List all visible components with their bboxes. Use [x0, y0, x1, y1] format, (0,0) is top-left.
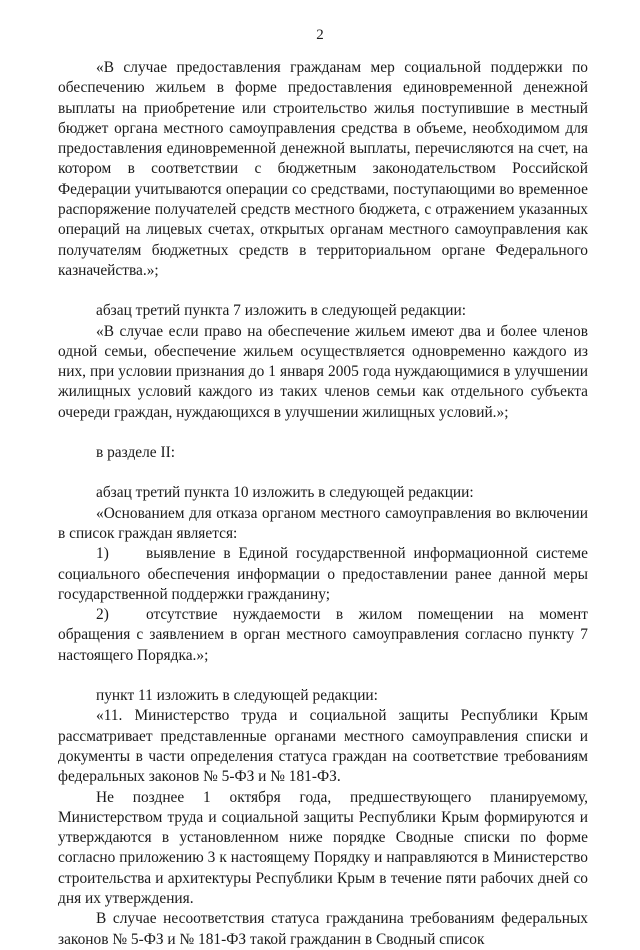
page-number: 2 — [316, 27, 324, 43]
paragraph-amend-clause-10: абзац третий пункта 10 изложить в следующей редакции: — [96, 484, 474, 502]
paragraph-amend-clause-7: абзац третий пункта 7 изложить в следующей редакции: — [96, 302, 466, 320]
list-item — [58, 605, 588, 666]
paragraph-family-members: «В случае если право на обеспечение жильем имеют два и более членов одной семьи, обеспечение жильем осуществляется одновременно каждого из них, при условии признания до 1 января 2005 года нуждающимися в улучшении жилищных условий каждого из таких членов семьи как отдельного субъекта очереди граждан, нуждающихся в улучшении жилищных условий.»; — [58, 322, 588, 421]
list-item — [58, 544, 588, 605]
paragraph-budget-funds: «В случае предоставления гражданам мер социальной поддержки по обеспечению жильем в форме предоставления единовременной денежной выплаты на приобретение или строительство жилья поступившие в местный бюджет органа местного самоуправления средства в объеме, необходимом для предоставления единовременной денежной выплаты, перечисляются на счет, на котором в соответствии с бюджетным законодательством Российской Федерации учитываются операции со средствами, поступающими во временное распоряжение получателей средств местного бюджета, с отражением указанных операций на лицевых счетах, открытых органам местного самоуправления как получателям бюджетных средств в территориальном органе Федерального казначейства.»; — [58, 59, 588, 279]
document-body — [58, 58, 588, 950]
paragraph-clause-11: «11. Министерство труда и социальной защиты Республики Крым рассматривает представленные органами местного самоуправления списки и документы в части определения статуса граждан на соответствие требованиям федеральных законов № 5-ФЗ и № 181-ФЗ. — [58, 707, 588, 786]
paragraph-amend-clause-11: пункт 11 изложить в следующей редакции: — [96, 687, 378, 705]
list-item-text: отсутствие нуждаемости в жилом помещении на момент обращения с заявлением в орган местного самоуправления согласно пункту 7 настоящего Порядка.»; — [58, 606, 588, 664]
paragraph-refusal-grounds: «Основанием для отказа органом местного самоуправления во включении в список граждан является: — [58, 504, 588, 542]
list-item-number: 1) — [96, 545, 109, 563]
list-item-text: выявление в Единой государственной информационной системе социального обеспечения информации о предоставлении ранее данной меры государственной поддержки гражданину; — [58, 545, 588, 603]
section-heading-2: в разделе II: — [96, 444, 175, 462]
paragraph-deadline: Не позднее 1 октября года, предшествующего планируемому, Министерством труда и социальной защиты Республики Крым формируются и утверждаются в установленном ниже порядке Сводные списки по форме согласно приложению 3 к настоящему Порядку и направляются в Министерство строительства и архитектуры Республики Крым в течение пяти рабочих дней со дня их утверждения. — [58, 788, 588, 907]
paragraph-status-mismatch: В случае несоответствия статуса гражданина требованиям федеральных законов № 5-ФЗ и № 181-ФЗ такой гражданин в Сводный список — [58, 910, 588, 948]
list-item-number: 2) — [96, 606, 109, 624]
